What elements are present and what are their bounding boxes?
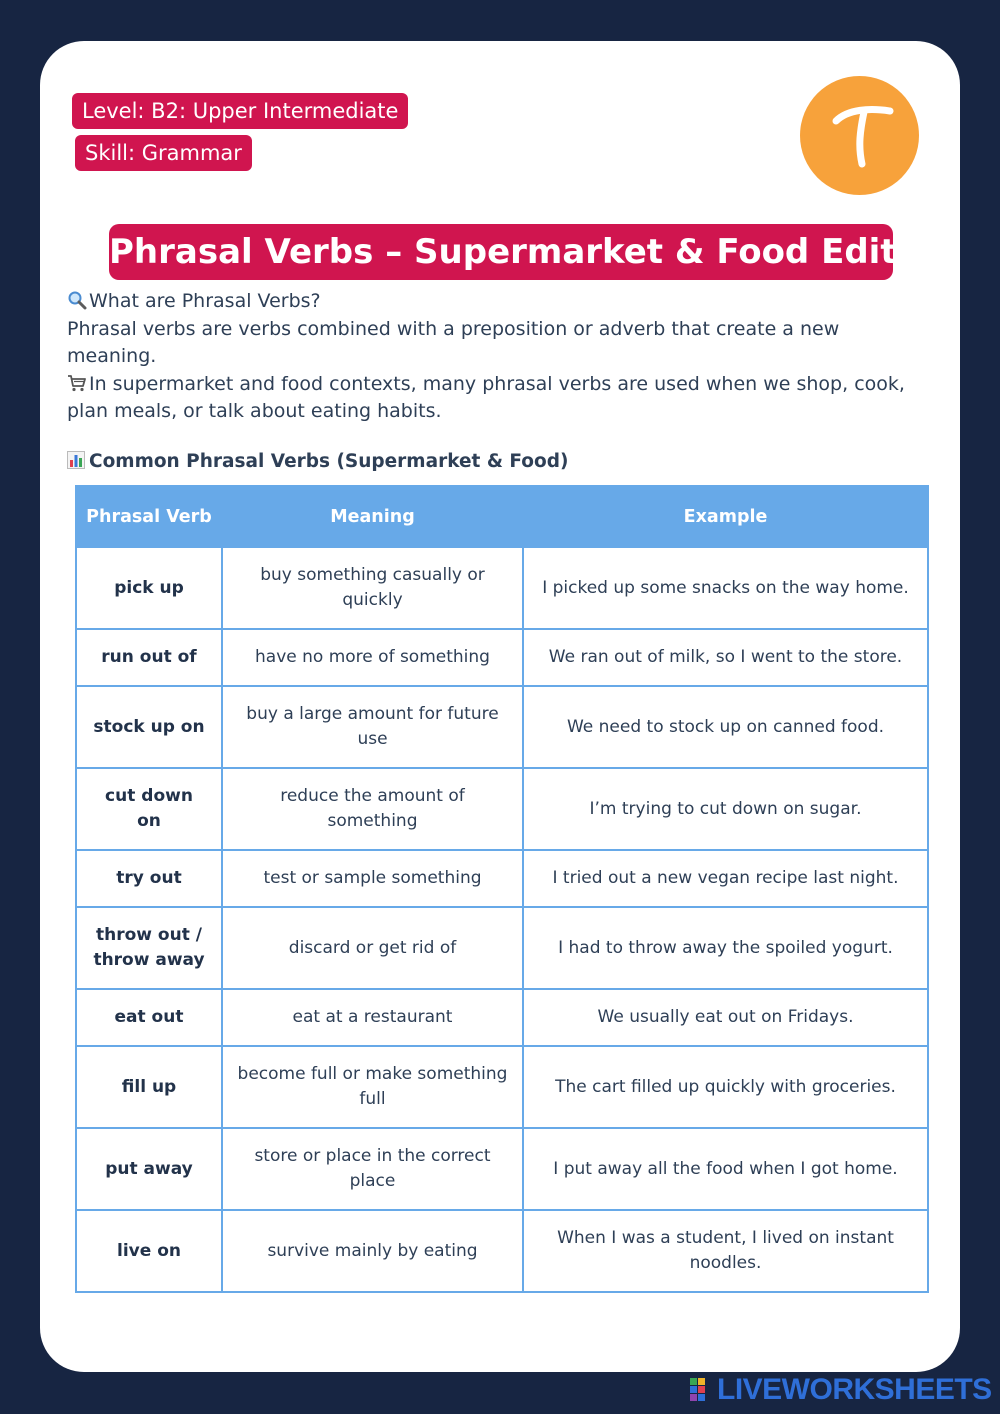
- table-row: [76, 907, 928, 989]
- phrasal-verb-cell: pick up: [76, 547, 222, 629]
- phrasal-verb-cell: fill up: [76, 1046, 222, 1128]
- example-cell: I tried out a new vegan recipe last night.: [523, 850, 928, 907]
- example-cell: We need to stock up on canned food.: [523, 686, 928, 768]
- example-cell: The cart filled up quickly with groceries.: [523, 1046, 928, 1128]
- context-line: [67, 371, 927, 426]
- shopping-cart-icon: [67, 371, 89, 399]
- table-row: [76, 1128, 928, 1210]
- liveworksheets-logo-icon: [690, 1378, 714, 1402]
- magnifier-icon: [67, 288, 89, 316]
- intro-context: In supermarket and food contexts, many phrasal verbs are used when we shop, cook, plan meals, or talk about eating habits.: [67, 372, 905, 423]
- table-row: [76, 629, 928, 686]
- meaning-cell: survive mainly by eating: [222, 1210, 523, 1292]
- phrasal-verbs-table: [75, 485, 929, 1293]
- meaning-cell: buy a large amount for future use: [222, 686, 523, 768]
- watermark-text: LIVEWORKSHEETS: [717, 1373, 992, 1406]
- intro-definition: Phrasal verbs are verbs combined with a preposition or adverb that create a new meaning.: [67, 317, 840, 368]
- intro-question: What are Phrasal Verbs?: [89, 290, 321, 312]
- example-cell: I picked up some snacks on the way home.: [523, 547, 928, 629]
- meaning-cell: discard or get rid of: [222, 907, 523, 989]
- meaning-cell: eat at a restaurant: [222, 989, 523, 1046]
- phrasal-verb-cell: eat out: [76, 989, 222, 1046]
- column-header-example: Example: [523, 486, 928, 547]
- worksheet-card: [40, 41, 960, 1372]
- bar-chart-icon: [67, 451, 89, 474]
- example-cell: When I was a student, I lived on instant noodles.: [523, 1210, 928, 1292]
- intro-section: [67, 288, 927, 426]
- meaning-cell: store or place in the correct place: [222, 1128, 523, 1210]
- meaning-cell: test or sample something: [222, 850, 523, 907]
- meaning-cell: buy something casually or quickly: [222, 547, 523, 629]
- example-cell: I had to throw away the spoiled yogurt.: [523, 907, 928, 989]
- phrasal-verb-cell: run out of: [76, 629, 222, 686]
- meaning-cell: have no more of something: [222, 629, 523, 686]
- table-row: [76, 1210, 928, 1292]
- meaning-cell: reduce the amount of something: [222, 768, 523, 850]
- example-cell: I’m trying to cut down on sugar.: [523, 768, 928, 850]
- logo-letter-icon: [800, 76, 919, 195]
- phrasal-verb-cell: stock up on: [76, 686, 222, 768]
- section-heading: [67, 451, 568, 474]
- question-line: [67, 288, 927, 316]
- table-row: [76, 686, 928, 768]
- phrasal-verb-cell: live on: [76, 1210, 222, 1292]
- level-badge: Level: B2: Upper Intermediate: [72, 93, 408, 129]
- table-row: [76, 850, 928, 907]
- phrasal-verb-cell: cut down on: [76, 768, 222, 850]
- phrasal-verb-cell: try out: [76, 850, 222, 907]
- column-header-meaning: Meaning: [222, 486, 523, 547]
- table-row: [76, 547, 928, 629]
- skill-badge: Skill: Grammar: [75, 135, 252, 171]
- column-header-phrasal-verb: Phrasal Verb: [76, 486, 222, 547]
- meaning-cell: become full or make something full: [222, 1046, 523, 1128]
- table-row: [76, 989, 928, 1046]
- phrasal-verb-cell: put away: [76, 1128, 222, 1210]
- table-row: [76, 768, 928, 850]
- section-heading-text: Common Phrasal Verbs (Supermarket & Food): [89, 451, 569, 472]
- page-title: Phrasal Verbs – Supermarket & Food Edition: [109, 224, 893, 280]
- phrasal-verb-cell: throw out / throw away: [76, 907, 222, 989]
- example-cell: We usually eat out on Fridays.: [523, 989, 928, 1046]
- example-cell: We ran out of milk, so I went to the store.: [523, 629, 928, 686]
- table-header-row: [76, 486, 928, 547]
- teacher-logo: [800, 76, 919, 195]
- example-cell: I put away all the food when I got home.: [523, 1128, 928, 1210]
- table-row: [76, 1046, 928, 1128]
